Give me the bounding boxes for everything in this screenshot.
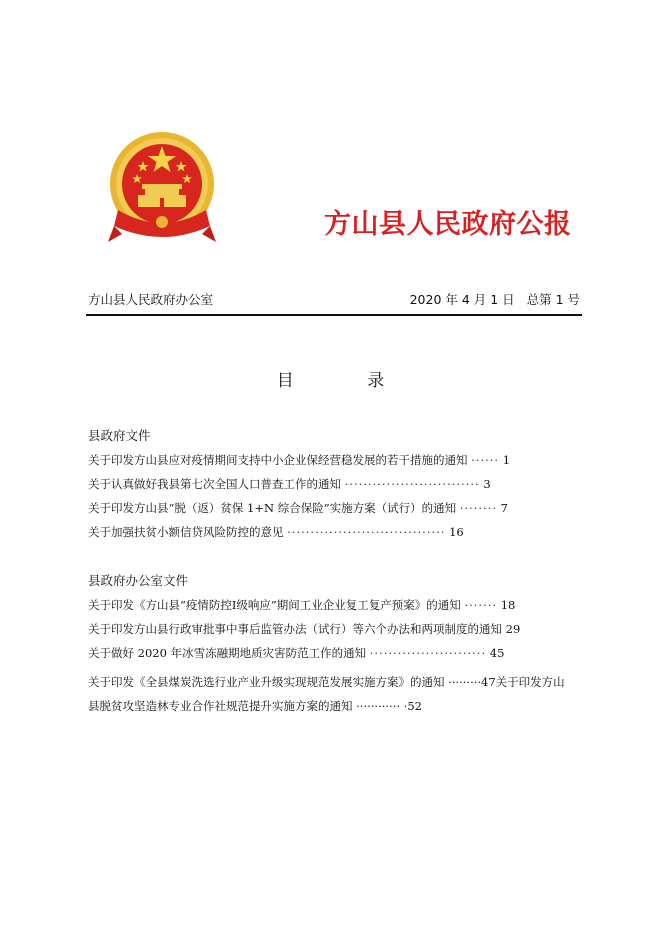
toc-entry-title: 关于印发方山县应对疫情期间支持中小企业保经营稳发展的若干措施的通知 — [88, 453, 468, 467]
toc-page-number: 3 — [483, 477, 491, 491]
toc-entry-wrapped[interactable]: 关于印发《全县煤炭洗选行业产业升级实现规范发展实施方案》的通知 ·········47关于印发方山县脱贫攻坚造林专业合作社规范提升实施方案的通知 ············ ·52 — [88, 675, 565, 713]
toc-leader-dots: ························· — [369, 646, 487, 660]
toc-entry-title: 关于认真做好我县第七次全国人口普查工作的通知 — [88, 477, 341, 491]
toc-section-county-government-office — [88, 571, 580, 718]
toc-entry[interactable] — [88, 646, 580, 670]
toc-page-number: 16 — [449, 525, 464, 539]
toc-leader-dots: ······ — [471, 453, 500, 467]
toc-leader-dots: ······· — [464, 598, 498, 612]
toc-entry-title: 关于印发《方山县“疫情防控Ⅰ级响应”期间工业企业复工复产预案》的通知 — [88, 598, 461, 612]
toc-entry-title: 关于做好 2020 年冰雪冻融期地质灾害防范工作的通知 — [88, 646, 367, 660]
toc-page-number: 45 — [489, 646, 505, 660]
toc-page-number: 1 — [502, 453, 511, 467]
toc-entry-title: 关于加强扶贫小额信贷风险防控的意见 — [88, 525, 284, 539]
toc-entry[interactable] — [88, 453, 580, 477]
toc-heading-char: 录 — [367, 371, 386, 391]
toc-entry[interactable] — [88, 622, 580, 646]
toc-heading-char: 目 — [276, 371, 295, 391]
toc-section-county-government — [88, 426, 580, 549]
gazette-title: 方山县人民政府公报 — [324, 209, 572, 240]
toc-entry[interactable] — [88, 598, 580, 622]
toc-leader-dots: ·································· — [287, 525, 446, 539]
toc-entry[interactable] — [88, 477, 580, 501]
national-emblem-icon — [108, 130, 216, 246]
section-title: 县政府办公室文件 — [88, 573, 189, 588]
toc-leader-dots: ········ — [459, 501, 497, 515]
toc-leader-dots: ····························· — [344, 477, 480, 491]
toc-entry-title: 关于印发方山县行政审批事中事后监管办法（试行）等六个办法和两项制度的通知 — [88, 622, 502, 636]
issuer-name: 方山县人民政府办公室 — [88, 292, 214, 307]
toc-entry-title: 关于印发方山县“脱（返）贫保 1+N 综合保险”实施方案（试行）的通知 — [88, 501, 457, 515]
emblem-tiananmen — [138, 184, 186, 207]
toc-page-number: 7 — [500, 501, 508, 515]
publication-info — [88, 290, 580, 308]
toc-entry[interactable] — [88, 525, 580, 549]
toc-entry[interactable] — [88, 501, 580, 525]
toc-heading — [0, 366, 662, 391]
toc-page-number: 29 — [505, 622, 521, 636]
toc-page-number: 18 — [500, 598, 516, 612]
date-and-issue: 2020 年 4 月 1 日 总第 1 号 — [409, 292, 580, 307]
header-divider — [86, 314, 582, 316]
section-title: 县政府文件 — [88, 428, 151, 443]
